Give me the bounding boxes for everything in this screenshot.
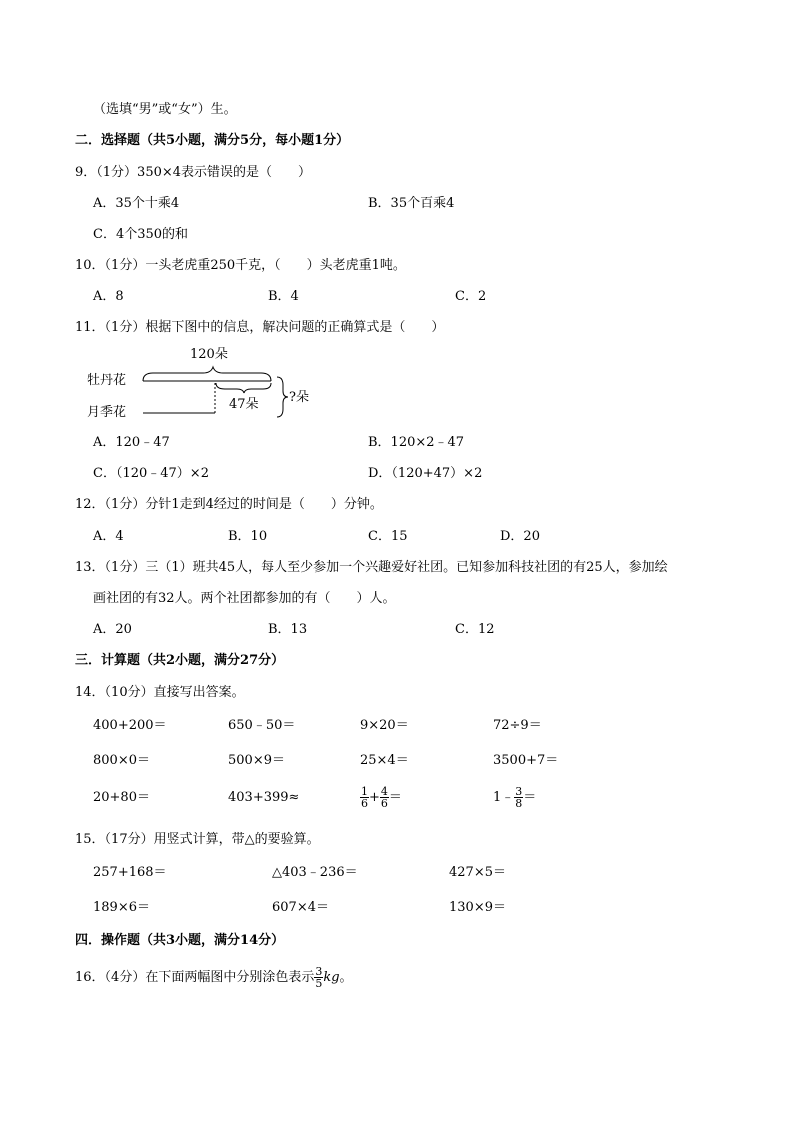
q10-option-b: B．4 [268,289,299,304]
q13-option-b: B．13 [268,622,308,637]
brace-120 [143,367,271,381]
calc14-r2c3: 25×4＝ [360,753,409,768]
question-16: 16．（4分）在下面两幅图中分别涂色表示 $\frac{3}{5}$ kg。 [75,965,353,990]
q12-option-c: C．15 [368,529,408,544]
q12-option-d: D．20 [500,529,540,544]
calc14-r1c4: 72÷9＝ [493,718,542,733]
q9-option-c: C．4个350的和 [93,227,189,242]
q9-option-a: A．35个十乘4 [93,196,180,211]
question-11: 11．（1分）根据下图中的信息，解决问题的正确算式是（ ） [75,320,445,335]
section-2-heading: 二．选择题（共5小题，满分5分，每小题1分） [75,133,350,148]
q13-option-a: A．20 [93,622,132,637]
fraction-3-8: $\frac{3}{8}$ [515,785,523,810]
question-9: 9．（1分）350×4表示错误的是（ ） [75,165,312,180]
q11-option-a: A．120﹣47 [93,435,170,450]
calc14-r1c3: 9×20＝ [360,718,409,733]
label-total: ?朵 [289,390,309,405]
calc14-r3c3: $\frac{1}{6}$ + $\frac{4}{6}$ ＝ [361,785,402,810]
question-15: 15．（17分）用竖式计算，带△的要验算。 [75,832,320,847]
brace-47 [216,383,271,393]
calc14-r2c4: 3500+7＝ [493,753,559,768]
brace-total [277,377,288,417]
calc14-r3c2: 403+399≈ [228,790,300,805]
q8-tail: （选填“男”或“女”）生。 [93,102,237,117]
fraction-4-6: $\frac{4}{6}$ [380,785,388,810]
q10-option-a: A．8 [93,289,124,304]
section-3-heading: 三．计算题（共2小题，满分27分） [75,653,285,668]
fraction-1-6: $\frac{1}{6}$ [361,785,368,810]
q13-option-c: C．12 [455,622,495,637]
line-segment-diagram [85,343,325,423]
label-peony: 牡丹花 [87,373,127,388]
question-14: 14．（10分）直接写出答案。 [75,685,245,700]
calc14-r1c1: 400+200＝ [93,718,167,733]
calc15-r1c3: 427×5＝ [449,865,506,880]
question-13-line1: 13．（1分）三（1）班共45人，每人至少参加一个兴趣爱好社团。已知参加科技社团的有25人，参加绘 [75,560,668,575]
calc14-r2c2: 500×9＝ [228,753,285,768]
section-4-heading: 四．操作题（共3小题，满分14分） [75,933,285,948]
calc14-r2c1: 800×0＝ [93,753,150,768]
fraction-3-5: $\frac{3}{5}$ [315,965,323,990]
calc15-r1c1: 257+168＝ [93,865,167,880]
question-10: 10．（1分）一头老虎重250千克，（ ）头老虎重1吨。 [75,258,406,273]
calc15-r2c1: 189×6＝ [93,900,150,915]
calc14-r1c2: 650﹣50＝ [228,718,296,733]
q11-option-d: D．（120+47）×2 [368,466,483,481]
calc15-r2c3: 130×9＝ [449,900,506,915]
q11-option-b: B．120×2﹣47 [368,435,465,450]
label-120: 120朵 [190,347,228,362]
calc14-r3c1: 20+80＝ [93,790,150,805]
question-12: 12．（1分）分针1走到4经过的时间是（ ）分钟。 [75,497,383,512]
q12-option-a: A．4 [93,529,124,544]
q10-option-c: C．2 [455,289,487,304]
q11-option-c: C．（120﹣47）×2 [93,466,209,481]
q12-option-b: B．10 [228,529,268,544]
calc14-r3c4: 1﹣ $\frac{3}{8}$ ＝ [493,785,537,810]
label-47: 47朵 [229,397,259,412]
calc15-r1c2: △403﹣236＝ [272,865,358,880]
calc15-r2c2: 607×4＝ [272,900,329,915]
label-rose: 月季花 [87,405,127,420]
q9-option-b: B．35个百乘4 [368,196,455,211]
question-13-line2: 画社团的有32人。两个社团都参加的有（ ）人。 [93,591,396,606]
